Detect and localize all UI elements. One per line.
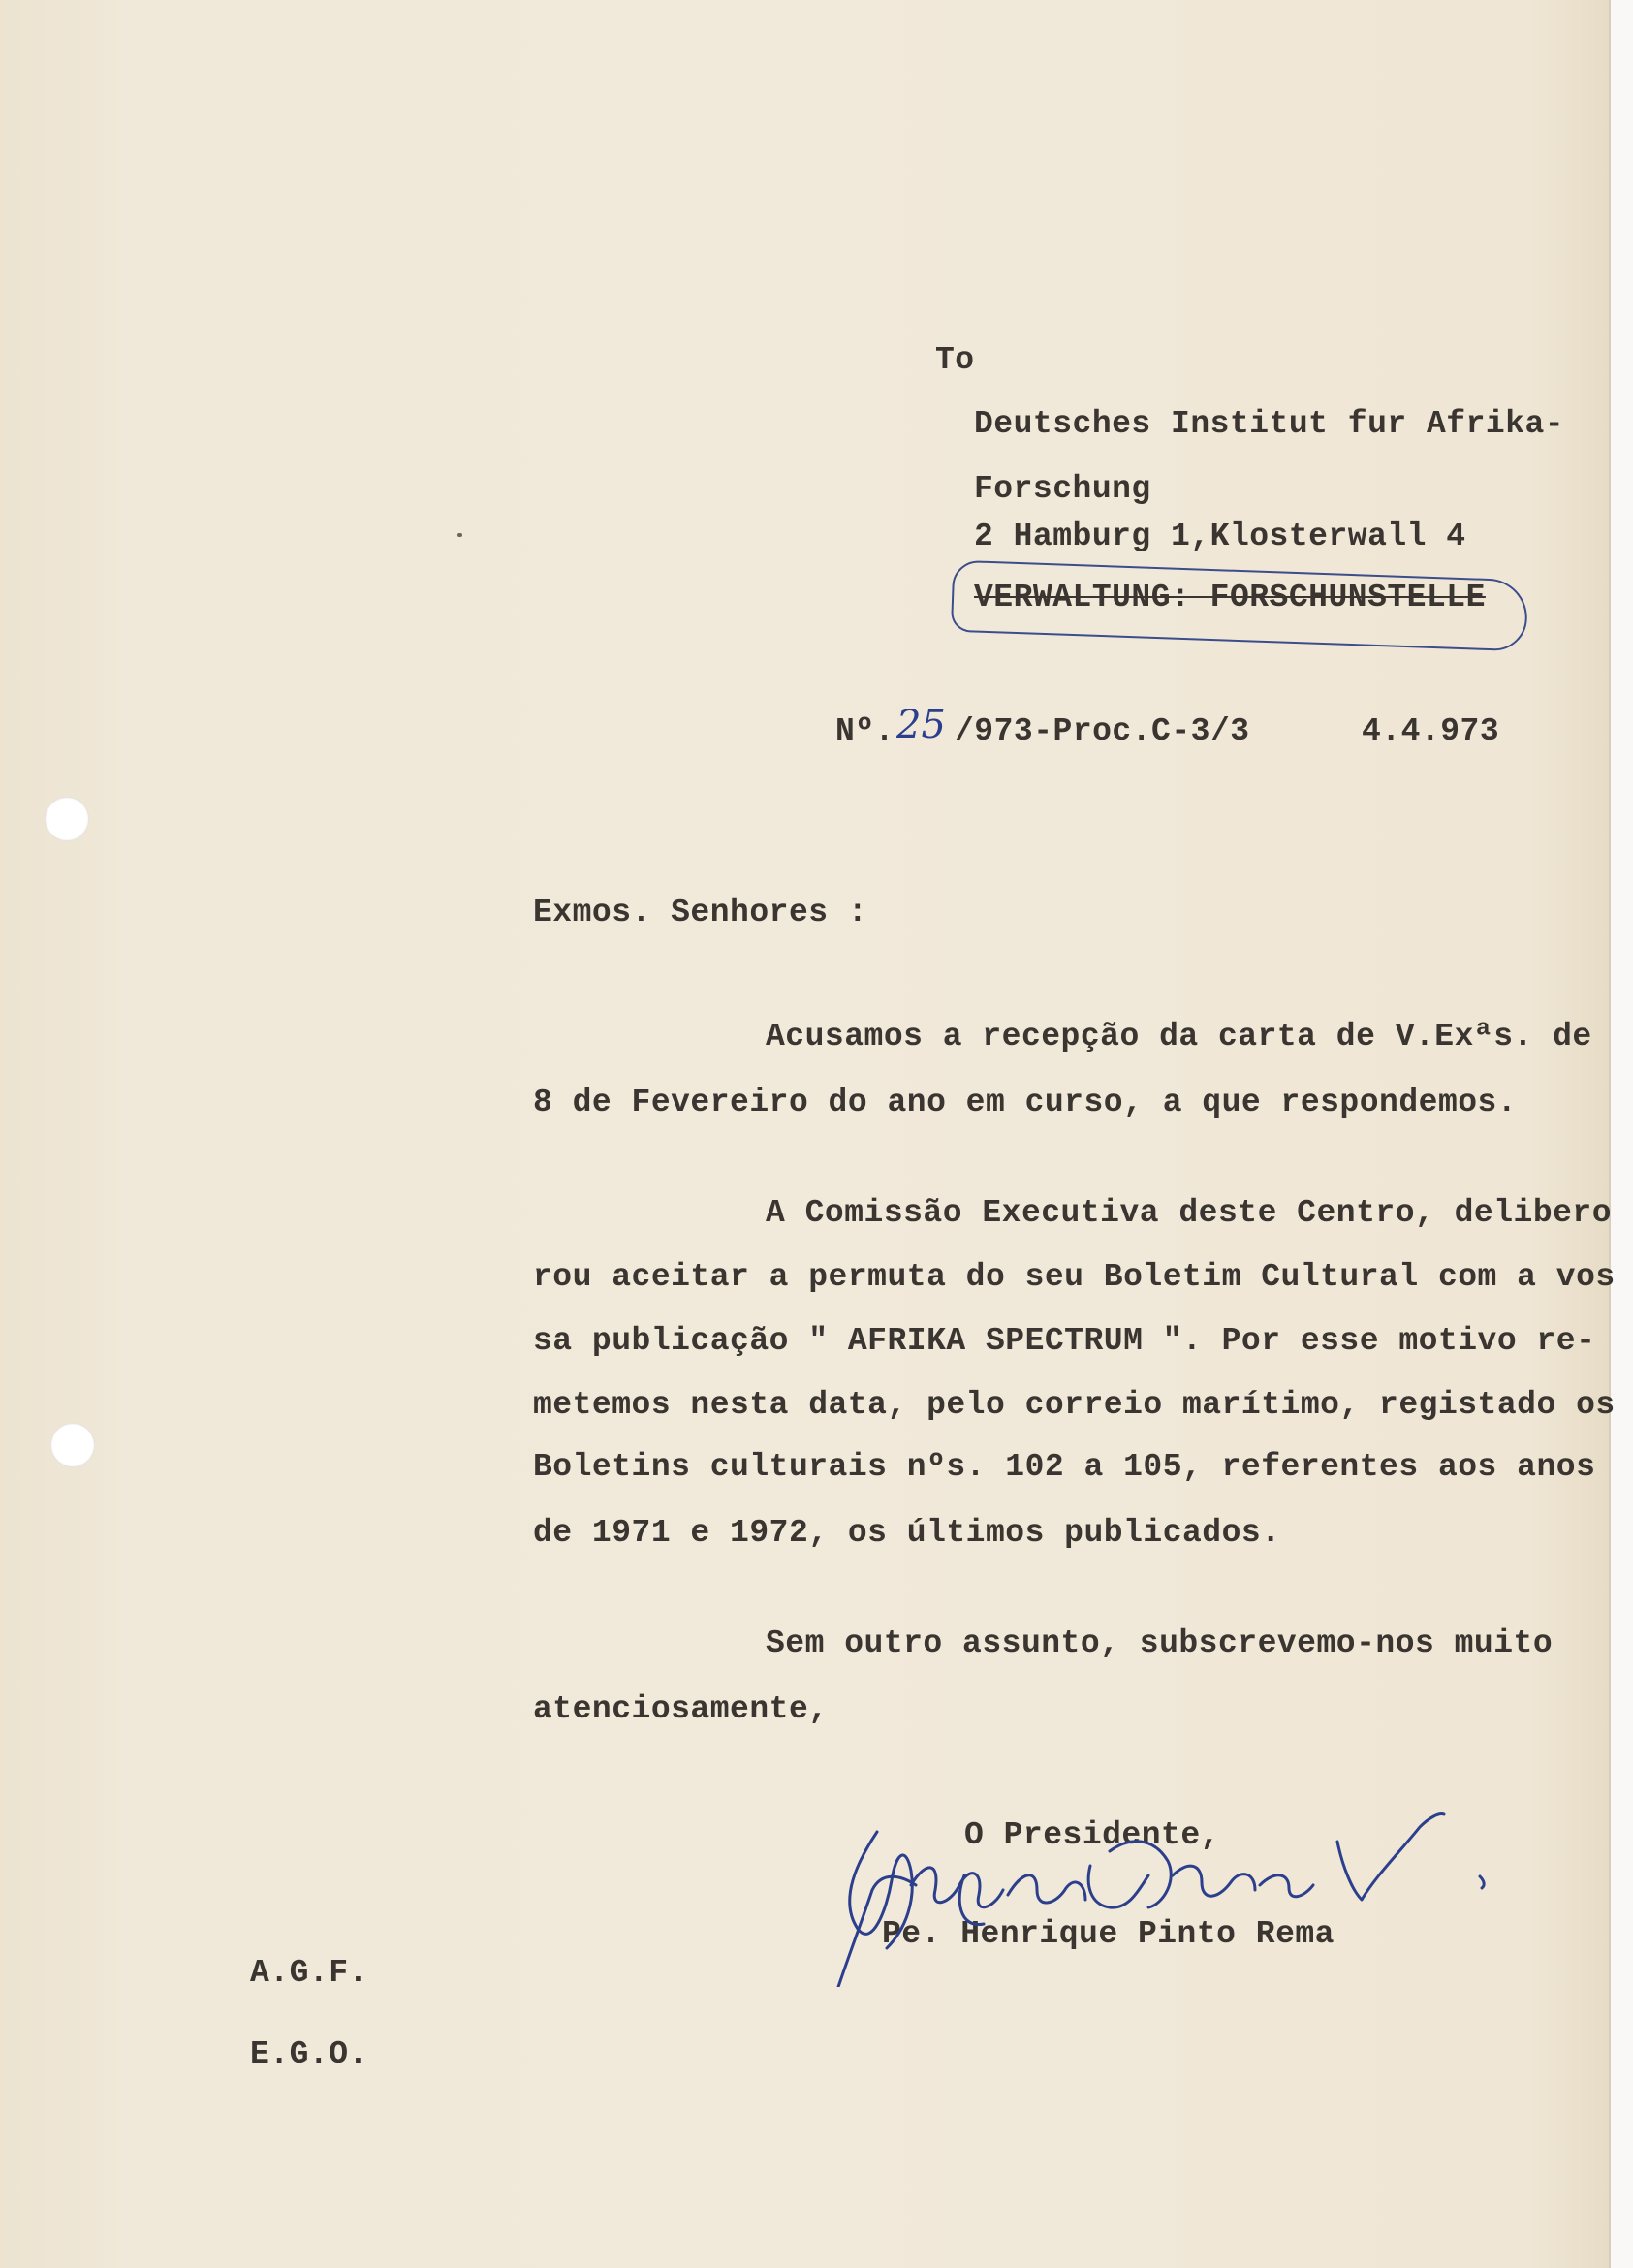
recipient-name-line1: Deutsches Institut fur Afrika- <box>974 406 1565 442</box>
body-line: Boletins culturais nºs. 102 a 105, referentes aos anos <box>533 1449 1596 1485</box>
reference-suffix: /973-Proc.C-3/3 <box>955 713 1250 749</box>
body-line: de 1971 e 1972, os últimos publicados. <box>533 1515 1281 1551</box>
reference-prefix: Nº. <box>835 713 895 749</box>
handwritten-signature <box>819 1793 1517 1987</box>
page-edge <box>1609 0 1633 2268</box>
copy-recipient: A.G.F. <box>250 1955 368 1991</box>
body-line: Acusamos a recepção da carta de V.Exªs. de <box>766 1019 1592 1055</box>
recipient-name-line2: Forschung <box>974 471 1151 507</box>
body-line: A Comissão Executiva deste Centro, delibero <box>766 1195 1613 1231</box>
salutation: Exmos. Senhores : <box>533 895 868 930</box>
body-line: rou aceitar a permuta do seu Boletim Cultural com a vos <box>533 1259 1616 1295</box>
punch-hole <box>50 1423 95 1467</box>
body-line: atenciosamente, <box>533 1691 829 1727</box>
body-line: metemos nesta data, pelo correio marítimo, registado os <box>533 1387 1616 1423</box>
copy-recipient: E.G.O. <box>250 2036 368 2072</box>
handwritten-reference-number: 25 <box>896 703 946 747</box>
punch-hole <box>45 797 89 841</box>
body-line: sa publicação " AFRIKA SPECTRUM ". Por esse motivo re- <box>533 1323 1596 1359</box>
recipient-to: To <box>935 342 975 378</box>
letter-date: 4.4.973 <box>1362 713 1500 749</box>
struck-department: VERWALTUNG: FORSCHUNSTELLE <box>974 580 1486 615</box>
signatory-title: O Presidente, <box>964 1817 1220 1853</box>
ink-speck <box>457 533 462 537</box>
signatory-name: Pe. Henrique Pinto Rema <box>882 1916 1335 1952</box>
recipient-address: 2 Hamburg 1,Klosterwall 4 <box>974 519 1466 554</box>
body-line: 8 de Fevereiro do ano em curso, a que respondemos. <box>533 1085 1518 1120</box>
body-line: Sem outro assunto, subscrevemo-nos muito <box>766 1625 1554 1661</box>
